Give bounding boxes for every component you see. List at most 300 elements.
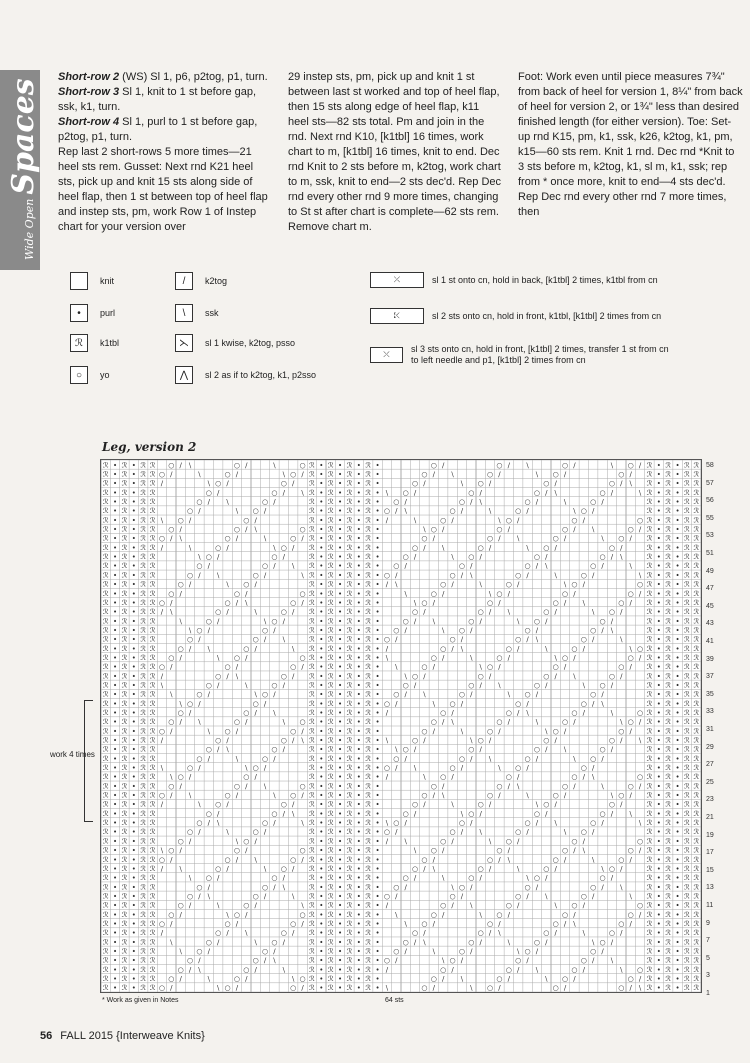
svg-text:\: \ xyxy=(170,608,173,617)
svg-text:○: ○ xyxy=(252,764,259,773)
svg-text:ℛ: ℛ xyxy=(684,626,690,635)
svg-text:•: • xyxy=(356,736,361,745)
svg-text:○: ○ xyxy=(233,718,240,727)
svg-text:ℛ: ℛ xyxy=(684,562,690,571)
svg-text:\: \ xyxy=(563,745,567,754)
svg-text:/: / xyxy=(442,525,445,534)
svg-text:•: • xyxy=(131,782,136,791)
svg-text:ℛ: ℛ xyxy=(149,653,156,662)
svg-text:ℛ: ℛ xyxy=(140,653,146,662)
svg-text:ℛ: ℛ xyxy=(149,846,156,855)
svg-text:•: • xyxy=(675,553,680,562)
svg-text:○: ○ xyxy=(280,543,287,552)
svg-text:ℛ: ℛ xyxy=(121,819,128,828)
svg-text:ℛ: ℛ xyxy=(309,736,315,745)
svg-text:/: / xyxy=(554,800,557,809)
svg-text:•: • xyxy=(131,892,136,901)
svg-text:•: • xyxy=(337,956,343,965)
svg-text:•: • xyxy=(112,956,118,965)
svg-text:ℛ: ℛ xyxy=(149,773,156,782)
svg-text:ℛ: ℛ xyxy=(121,754,128,763)
svg-text:ℛ: ℛ xyxy=(140,956,146,965)
svg-text:\: \ xyxy=(526,708,529,717)
svg-text:/: / xyxy=(292,479,295,488)
svg-text:ℛ: ℛ xyxy=(346,672,353,681)
svg-text:/: / xyxy=(479,745,482,754)
svg-text:/: / xyxy=(442,589,445,598)
svg-text:○: ○ xyxy=(168,589,175,598)
svg-text:ℛ: ℛ xyxy=(346,965,353,974)
svg-text:•: • xyxy=(675,690,680,699)
svg-text:ℛ: ℛ xyxy=(365,608,371,617)
svg-text:ℛ: ℛ xyxy=(149,754,156,763)
svg-text:•: • xyxy=(375,507,380,516)
svg-text:○: ○ xyxy=(290,791,297,800)
svg-text:ℛ: ℛ xyxy=(365,488,371,497)
svg-text:ℛ: ℛ xyxy=(665,901,671,910)
svg-text:ℛ: ℛ xyxy=(684,754,690,763)
svg-text:ℛ: ℛ xyxy=(121,919,128,928)
svg-text:ℛ: ℛ xyxy=(309,819,315,828)
svg-text:\: \ xyxy=(301,571,304,580)
svg-text:○: ○ xyxy=(158,919,165,928)
svg-text:\: \ xyxy=(188,874,192,883)
svg-text:/: / xyxy=(217,745,220,754)
svg-text:•: • xyxy=(656,617,661,626)
svg-text:/: / xyxy=(188,644,192,653)
svg-text:○: ○ xyxy=(580,892,587,901)
svg-text:○: ○ xyxy=(449,699,456,708)
svg-text:ℛ: ℛ xyxy=(102,727,109,736)
svg-text:•: • xyxy=(375,608,380,617)
svg-text:ℛ: ℛ xyxy=(309,488,315,497)
knitting-chart-grid xyxy=(100,459,702,993)
svg-text:•: • xyxy=(337,470,343,479)
svg-text:ℛ: ℛ xyxy=(309,864,315,873)
svg-text:ℛ: ℛ xyxy=(693,974,700,983)
svg-text:•: • xyxy=(675,974,680,983)
svg-text:○: ○ xyxy=(271,745,278,754)
svg-text:•: • xyxy=(319,644,324,653)
svg-text:\: \ xyxy=(292,809,295,818)
svg-text:•: • xyxy=(675,488,680,497)
svg-text:/: / xyxy=(442,461,445,470)
svg-text:•: • xyxy=(375,598,380,607)
svg-text:/: / xyxy=(301,791,304,800)
svg-text:/: / xyxy=(573,974,576,983)
svg-text:ℛ: ℛ xyxy=(140,938,146,947)
svg-text:ℛ: ℛ xyxy=(365,589,371,598)
svg-text:ℛ: ℛ xyxy=(327,855,334,864)
svg-text:•: • xyxy=(337,764,343,773)
svg-text:ℛ: ℛ xyxy=(140,791,146,800)
svg-text:ℛ: ℛ xyxy=(646,846,653,855)
svg-text:•: • xyxy=(112,479,118,488)
svg-text:ℛ: ℛ xyxy=(365,883,371,892)
svg-text:•: • xyxy=(319,571,324,580)
svg-text:ℛ: ℛ xyxy=(149,598,156,607)
svg-text:ℛ: ℛ xyxy=(149,534,156,543)
svg-text:○: ○ xyxy=(543,736,550,745)
svg-text:\: \ xyxy=(582,846,585,855)
svg-text:/: / xyxy=(413,617,417,626)
svg-text:\: \ xyxy=(601,782,604,791)
svg-text:ℛ: ℛ xyxy=(365,956,371,965)
svg-text:•: • xyxy=(337,498,343,507)
svg-text:ℛ: ℛ xyxy=(684,470,690,479)
svg-text:ℛ: ℛ xyxy=(646,525,653,534)
svg-text:\: \ xyxy=(226,828,229,837)
svg-text:○: ○ xyxy=(280,479,287,488)
svg-text:○: ○ xyxy=(271,938,278,947)
svg-text:ℛ: ℛ xyxy=(665,828,671,837)
svg-text:•: • xyxy=(337,754,343,763)
svg-text:\: \ xyxy=(292,562,295,571)
svg-text:○: ○ xyxy=(205,874,212,883)
svg-text:ℛ: ℛ xyxy=(309,690,315,699)
svg-text:•: • xyxy=(375,938,380,947)
svg-text:•: • xyxy=(375,626,380,635)
svg-text:/: / xyxy=(582,516,585,525)
svg-text:ℛ: ℛ xyxy=(309,543,315,552)
svg-text:/: / xyxy=(535,947,539,956)
svg-text:•: • xyxy=(319,929,324,938)
svg-text:ℛ: ℛ xyxy=(309,754,315,763)
svg-text:\: \ xyxy=(217,653,220,662)
svg-text:ℛ: ℛ xyxy=(365,681,371,690)
svg-text:\: \ xyxy=(273,543,276,552)
svg-text:•: • xyxy=(112,507,118,516)
svg-text:•: • xyxy=(319,653,324,662)
svg-text:•: • xyxy=(131,708,136,717)
svg-text:•: • xyxy=(675,764,680,773)
svg-text:•: • xyxy=(131,507,136,516)
svg-text:○: ○ xyxy=(496,910,503,919)
svg-text:•: • xyxy=(356,461,361,470)
svg-text:○: ○ xyxy=(196,498,203,507)
svg-text:/: / xyxy=(582,708,585,717)
svg-text:\: \ xyxy=(432,617,435,626)
svg-text:○: ○ xyxy=(468,488,475,497)
svg-text:/: / xyxy=(629,470,632,479)
svg-text:ℛ: ℛ xyxy=(121,956,128,965)
svg-text:○: ○ xyxy=(590,947,597,956)
svg-text:\: \ xyxy=(385,653,389,662)
svg-text:○: ○ xyxy=(552,984,559,992)
svg-text:\: \ xyxy=(226,498,229,507)
svg-text:•: • xyxy=(356,598,361,607)
svg-text:ℛ: ℛ xyxy=(102,672,109,681)
svg-text:ℛ: ℛ xyxy=(646,782,653,791)
svg-text:ℛ: ℛ xyxy=(327,819,334,828)
svg-text:\: \ xyxy=(545,892,548,901)
svg-text:ℛ: ℛ xyxy=(346,461,353,470)
svg-text:ℛ: ℛ xyxy=(102,938,109,947)
svg-text:ℛ: ℛ xyxy=(365,617,371,626)
svg-text:/: / xyxy=(179,846,182,855)
svg-text:•: • xyxy=(356,608,361,617)
svg-text:•: • xyxy=(319,580,324,589)
row-number: 17 xyxy=(706,849,714,857)
svg-text:•: • xyxy=(337,479,343,488)
svg-text:\: \ xyxy=(217,901,220,910)
svg-text:○: ○ xyxy=(196,626,203,635)
svg-text:•: • xyxy=(112,681,118,690)
svg-text:/: / xyxy=(592,699,595,708)
svg-text:/: / xyxy=(385,773,389,782)
svg-text:ℛ: ℛ xyxy=(365,562,371,571)
svg-text:ℛ: ℛ xyxy=(646,571,653,580)
svg-text:○: ○ xyxy=(515,699,522,708)
svg-text:/: / xyxy=(554,479,557,488)
svg-text:\: \ xyxy=(451,883,454,892)
svg-text:ℛ: ℛ xyxy=(309,855,315,864)
svg-text:ℛ: ℛ xyxy=(365,828,371,837)
row-number: 53 xyxy=(706,532,714,540)
svg-text:/: / xyxy=(573,589,576,598)
svg-text:○: ○ xyxy=(580,635,587,644)
svg-text:/: / xyxy=(170,727,173,736)
svg-text:/: / xyxy=(460,635,464,644)
svg-text:\: \ xyxy=(629,562,632,571)
svg-text:\: \ xyxy=(160,516,164,525)
svg-text:/: / xyxy=(507,525,510,534)
svg-text:•: • xyxy=(131,663,136,672)
svg-text:ℛ: ℛ xyxy=(140,736,146,745)
svg-text:/: / xyxy=(423,543,426,552)
svg-text:ℛ: ℛ xyxy=(121,910,128,919)
svg-text:\: \ xyxy=(498,681,501,690)
svg-text:•: • xyxy=(337,745,343,754)
svg-text:/: / xyxy=(488,864,492,873)
sk2p-symbol-icon: ⋋ xyxy=(175,334,193,352)
svg-text:•: • xyxy=(112,543,118,552)
svg-text:ℛ: ℛ xyxy=(140,883,146,892)
svg-text:ℛ: ℛ xyxy=(140,672,146,681)
svg-text:○: ○ xyxy=(262,626,269,635)
svg-text:\: \ xyxy=(498,929,501,938)
svg-text:/: / xyxy=(620,864,623,873)
svg-text:•: • xyxy=(337,919,343,928)
svg-text:•: • xyxy=(375,461,380,470)
svg-text:\: \ xyxy=(179,617,182,626)
svg-text:ℛ: ℛ xyxy=(346,782,353,791)
svg-text:•: • xyxy=(337,580,343,589)
svg-text:ℛ: ℛ xyxy=(102,690,109,699)
svg-text:ℛ: ℛ xyxy=(140,718,146,727)
svg-text:/: / xyxy=(545,874,548,883)
svg-text:•: • xyxy=(131,764,136,773)
svg-text:/: / xyxy=(235,470,239,479)
svg-text:/: / xyxy=(563,534,567,543)
svg-text:ℛ: ℛ xyxy=(646,498,653,507)
svg-text:ℛ: ℛ xyxy=(646,653,653,662)
svg-text:○: ○ xyxy=(440,708,447,717)
svg-text:ℛ: ℛ xyxy=(693,846,700,855)
svg-text:•: • xyxy=(356,589,361,598)
svg-text:○: ○ xyxy=(243,708,250,717)
svg-text:○: ○ xyxy=(168,974,175,983)
svg-text:/: / xyxy=(592,507,595,516)
svg-text:ℛ: ℛ xyxy=(693,773,700,782)
svg-text:•: • xyxy=(375,644,380,653)
svg-text:○: ○ xyxy=(543,672,550,681)
svg-text:\: \ xyxy=(432,699,435,708)
svg-text:ℛ: ℛ xyxy=(140,864,146,873)
svg-text:•: • xyxy=(319,488,324,497)
svg-text:•: • xyxy=(675,819,680,828)
svg-text:\: \ xyxy=(517,864,520,873)
svg-text:/: / xyxy=(526,828,529,837)
svg-text:/: / xyxy=(526,507,529,516)
svg-text:○: ○ xyxy=(627,589,634,598)
svg-text:•: • xyxy=(656,608,661,617)
svg-text:ℛ: ℛ xyxy=(665,580,671,589)
svg-text:•: • xyxy=(375,883,380,892)
svg-text:ℛ: ℛ xyxy=(102,699,109,708)
svg-text:ℛ: ℛ xyxy=(693,543,700,552)
svg-text:•: • xyxy=(656,791,661,800)
svg-text:\: \ xyxy=(385,984,389,992)
svg-text:/: / xyxy=(554,864,557,873)
svg-text:•: • xyxy=(675,516,680,525)
svg-text:\: \ xyxy=(535,635,539,644)
svg-text:○: ○ xyxy=(430,782,437,791)
svg-text:ℛ: ℛ xyxy=(684,608,690,617)
svg-text:/: / xyxy=(601,626,604,635)
svg-text:•: • xyxy=(131,864,136,873)
svg-text:ℛ: ℛ xyxy=(693,892,700,901)
svg-text:/: / xyxy=(273,690,276,699)
svg-text:/: / xyxy=(470,947,473,956)
svg-text:•: • xyxy=(356,855,361,864)
svg-text:○: ○ xyxy=(458,819,465,828)
svg-text:○: ○ xyxy=(618,598,625,607)
svg-text:/: / xyxy=(217,553,220,562)
svg-text:\: \ xyxy=(179,864,182,873)
knit-symbol-icon xyxy=(70,272,88,290)
svg-text:ℛ: ℛ xyxy=(346,580,353,589)
svg-text:○: ○ xyxy=(571,837,578,846)
svg-text:ℛ: ℛ xyxy=(693,809,700,818)
svg-text:ℛ: ℛ xyxy=(365,855,371,864)
svg-text:/: / xyxy=(188,516,192,525)
svg-text:/: / xyxy=(245,461,248,470)
svg-text:ℛ: ℛ xyxy=(684,837,690,846)
svg-text:\: \ xyxy=(620,883,623,892)
svg-text:ℛ: ℛ xyxy=(121,534,128,543)
svg-text:ℛ: ℛ xyxy=(121,498,128,507)
svg-text:○: ○ xyxy=(533,617,540,626)
svg-text:ℛ: ℛ xyxy=(309,608,315,617)
svg-text:ℛ: ℛ xyxy=(327,608,334,617)
svg-text:○: ○ xyxy=(562,782,569,791)
svg-text:ℛ: ℛ xyxy=(309,708,315,717)
svg-text:ℛ: ℛ xyxy=(665,864,671,873)
svg-text:ℛ: ℛ xyxy=(149,516,156,525)
svg-text:•: • xyxy=(319,681,324,690)
svg-text:ℛ: ℛ xyxy=(309,653,315,662)
svg-text:/: / xyxy=(442,846,445,855)
svg-text:/: / xyxy=(638,653,642,662)
svg-text:\: \ xyxy=(610,461,614,470)
svg-text:ℛ: ℛ xyxy=(684,947,690,956)
svg-text:ℛ: ℛ xyxy=(140,800,146,809)
svg-text:\: \ xyxy=(573,754,576,763)
svg-text:ℛ: ℛ xyxy=(309,846,315,855)
svg-text:ℛ: ℛ xyxy=(102,800,109,809)
svg-text:/: / xyxy=(198,956,201,965)
svg-text:/: / xyxy=(245,525,248,534)
svg-text:•: • xyxy=(112,791,118,800)
svg-text:/: / xyxy=(498,919,501,928)
svg-text:ℛ: ℛ xyxy=(149,608,156,617)
svg-text:/: / xyxy=(188,773,192,782)
svg-text:ℛ: ℛ xyxy=(327,837,334,846)
row-number: 1 xyxy=(706,990,710,997)
svg-text:/: / xyxy=(207,498,210,507)
svg-text:ℛ: ℛ xyxy=(327,791,334,800)
svg-text:ℛ: ℛ xyxy=(327,892,334,901)
svg-text:○: ○ xyxy=(205,553,212,562)
svg-text:/: / xyxy=(620,929,623,938)
svg-text:•: • xyxy=(375,534,380,543)
svg-text:/: / xyxy=(301,855,304,864)
svg-text:\: \ xyxy=(451,718,454,727)
row-number: 39 xyxy=(706,655,714,663)
svg-text:•: • xyxy=(337,846,343,855)
svg-text:ℛ: ℛ xyxy=(684,488,690,497)
svg-text:ℛ: ℛ xyxy=(693,754,700,763)
svg-text:ℛ: ℛ xyxy=(149,488,156,497)
svg-text:\: \ xyxy=(188,626,192,635)
svg-text:○: ○ xyxy=(271,809,278,818)
svg-text:ℛ: ℛ xyxy=(121,672,128,681)
svg-text:•: • xyxy=(675,461,680,470)
svg-text:○: ○ xyxy=(224,534,231,543)
svg-text:•: • xyxy=(375,874,380,883)
svg-text:•: • xyxy=(675,718,680,727)
svg-text:•: • xyxy=(319,855,324,864)
svg-text:○: ○ xyxy=(637,773,644,782)
svg-text:•: • xyxy=(356,580,361,589)
svg-text:/: / xyxy=(517,580,520,589)
svg-text:•: • xyxy=(675,938,680,947)
svg-text:ℛ: ℛ xyxy=(693,663,700,672)
svg-text:ℛ: ℛ xyxy=(665,819,671,828)
svg-text:/: / xyxy=(535,819,539,828)
svg-text:•: • xyxy=(319,947,324,956)
svg-text:○: ○ xyxy=(477,864,484,873)
svg-text:ℛ: ℛ xyxy=(693,598,700,607)
svg-text:○: ○ xyxy=(571,773,578,782)
svg-text:\: \ xyxy=(554,901,557,910)
svg-text:\: \ xyxy=(470,653,473,662)
svg-text:ℛ: ℛ xyxy=(693,883,700,892)
svg-text:ℛ: ℛ xyxy=(693,910,700,919)
svg-text:ℛ: ℛ xyxy=(646,543,653,552)
svg-text:•: • xyxy=(656,800,661,809)
svg-text:ℛ: ℛ xyxy=(665,754,671,763)
svg-text:•: • xyxy=(656,929,661,938)
svg-text:•: • xyxy=(319,534,324,543)
svg-text:ℛ: ℛ xyxy=(646,553,653,562)
svg-text:\: \ xyxy=(301,819,304,828)
svg-text:/: / xyxy=(235,791,239,800)
svg-text:/: / xyxy=(488,479,492,488)
svg-text:ℛ: ℛ xyxy=(693,488,700,497)
svg-text:ℛ: ℛ xyxy=(684,553,690,562)
